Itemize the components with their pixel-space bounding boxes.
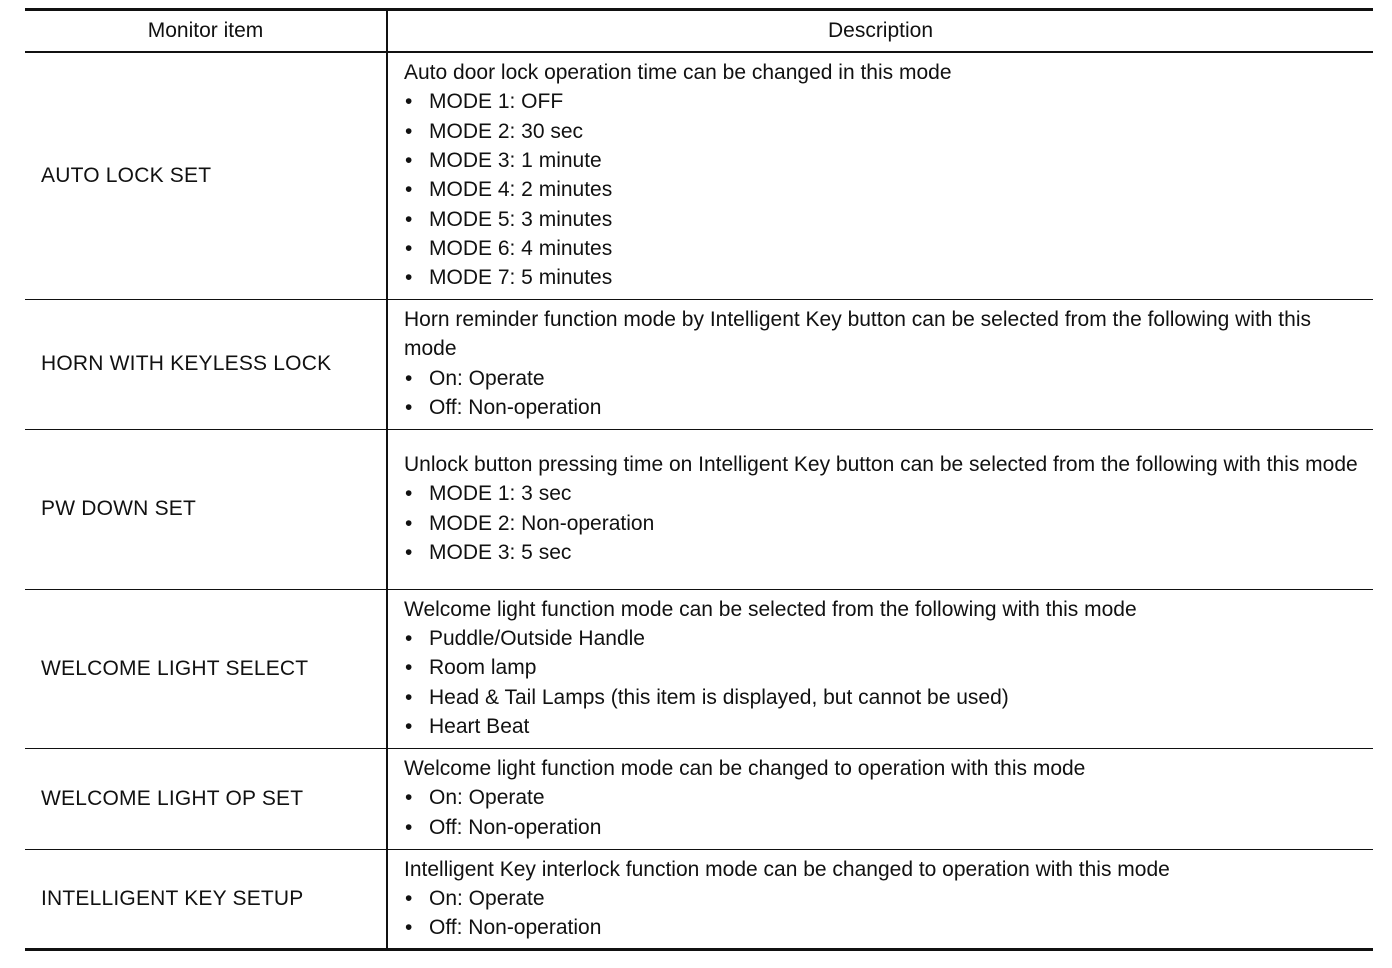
table-row [25, 429, 1373, 589]
bullet-text: MODE 1: 3 sec [429, 482, 572, 506]
bullet-item [404, 653, 1365, 682]
bullet-item [404, 393, 1365, 422]
bullet-dot-icon: • [405, 482, 413, 506]
monitor-item-cell: PW DOWN SET [25, 429, 387, 589]
bullet-item [404, 783, 1365, 812]
bullet-item [404, 813, 1365, 842]
bullet-dot-icon: • [405, 395, 413, 419]
bullet-item [404, 364, 1365, 393]
bullet-item [404, 624, 1365, 653]
bullet-text: Head & Tail Lamps (this item is displayed, but cannot be used) [429, 685, 1009, 709]
bullet-dot-icon: • [405, 236, 413, 260]
bullet-dot-icon: • [405, 540, 413, 564]
header-monitor-item: Monitor item [25, 10, 387, 53]
bullet-text: Off: Non-operation [429, 395, 602, 419]
description-cell [387, 52, 1373, 299]
bullet-dot-icon: • [405, 366, 413, 390]
bullet-item [404, 234, 1365, 263]
bullet-dot-icon: • [405, 656, 413, 680]
bullet-item [404, 263, 1365, 292]
bullet-item [404, 538, 1365, 567]
table-row [25, 589, 1373, 748]
description-text: Unlock button pressing time on Intelligent Key button can be selected from the following with this mode [404, 452, 1358, 476]
bullet-item [404, 884, 1365, 913]
description-cell [387, 299, 1373, 429]
monitor-item-cell: HORN WITH KEYLESS LOCK [25, 299, 387, 429]
bullet-dot-icon: • [405, 815, 413, 839]
description-text: Welcome light function mode can be selected from the following with this mode [404, 597, 1137, 621]
bullet-text: On: Operate [429, 886, 545, 910]
bullet-dot-icon: • [405, 627, 413, 651]
bullet-dot-icon: • [405, 207, 413, 231]
bullet-dot-icon: • [405, 916, 413, 940]
monitor-item-table [25, 8, 1373, 951]
description-text: Intelligent Key interlock function mode can be changed to operation with this mode [404, 857, 1170, 881]
bullet-item [404, 683, 1365, 712]
bullet-dot-icon: • [405, 511, 413, 535]
table-row [25, 748, 1373, 849]
bullet-dot-icon: • [405, 685, 413, 709]
table-header-row [25, 10, 1373, 53]
monitor-item-cell: WELCOME LIGHT OP SET [25, 748, 387, 849]
bullet-text: Room lamp [429, 656, 537, 680]
monitor-item-cell: WELCOME LIGHT SELECT [25, 589, 387, 748]
bullet-text: Puddle/Outside Handle [429, 627, 645, 651]
monitor-item-cell: AUTO LOCK SET [25, 52, 387, 299]
description-cell [387, 748, 1373, 849]
description-cell [387, 849, 1373, 950]
table-row [25, 52, 1373, 299]
bullet-dot-icon: • [405, 178, 413, 202]
bullet-dot-icon: • [405, 148, 413, 172]
description-cell [387, 589, 1373, 748]
bullet-dot-icon: • [405, 714, 413, 738]
bullet-text: On: Operate [429, 366, 545, 390]
bullet-text: MODE 5: 3 minutes [429, 207, 613, 231]
bullet-text: MODE 1: OFF [429, 90, 564, 114]
table-row [25, 849, 1373, 950]
bullet-dot-icon: • [405, 886, 413, 910]
bullet-item [404, 712, 1365, 741]
description-text: Welcome light function mode can be changed to operation with this mode [404, 757, 1086, 781]
bullet-text: On: Operate [429, 786, 545, 810]
description-text: Auto door lock operation time can be changed in this mode [404, 61, 952, 85]
bullet-item [404, 175, 1365, 204]
bullet-item [404, 87, 1365, 116]
bullet-text: MODE 7: 5 minutes [429, 266, 613, 290]
bullet-item [404, 117, 1365, 146]
bullet-text: MODE 4: 2 minutes [429, 178, 613, 202]
bullet-dot-icon: • [405, 266, 413, 290]
bullet-text: MODE 2: Non-operation [429, 511, 655, 535]
bullet-item [404, 913, 1365, 942]
table-body [25, 52, 1373, 950]
bullet-dot-icon: • [405, 90, 413, 114]
bullet-text: Off: Non-operation [429, 916, 602, 940]
bullet-item [404, 479, 1365, 508]
header-description: Description [387, 10, 1373, 53]
table-row [25, 299, 1373, 429]
bullet-item [404, 509, 1365, 538]
bullet-dot-icon: • [405, 119, 413, 143]
bullet-text: MODE 6: 4 minutes [429, 236, 613, 260]
bullet-item [404, 205, 1365, 234]
description-text: Horn reminder function mode by Intelligent Key button can be selected from the following with this mode [404, 307, 1311, 361]
monitor-item-cell: INTELLIGENT KEY SETUP [25, 849, 387, 950]
bullet-text: Heart Beat [429, 714, 530, 738]
bullet-text: MODE 3: 5 sec [429, 540, 572, 564]
bullet-text: MODE 2: 30 sec [429, 119, 584, 143]
description-cell [387, 429, 1373, 589]
bullet-text: MODE 3: 1 minute [429, 148, 602, 172]
bullet-text: Off: Non-operation [429, 815, 602, 839]
bullet-item [404, 146, 1365, 175]
bullet-dot-icon: • [405, 786, 413, 810]
